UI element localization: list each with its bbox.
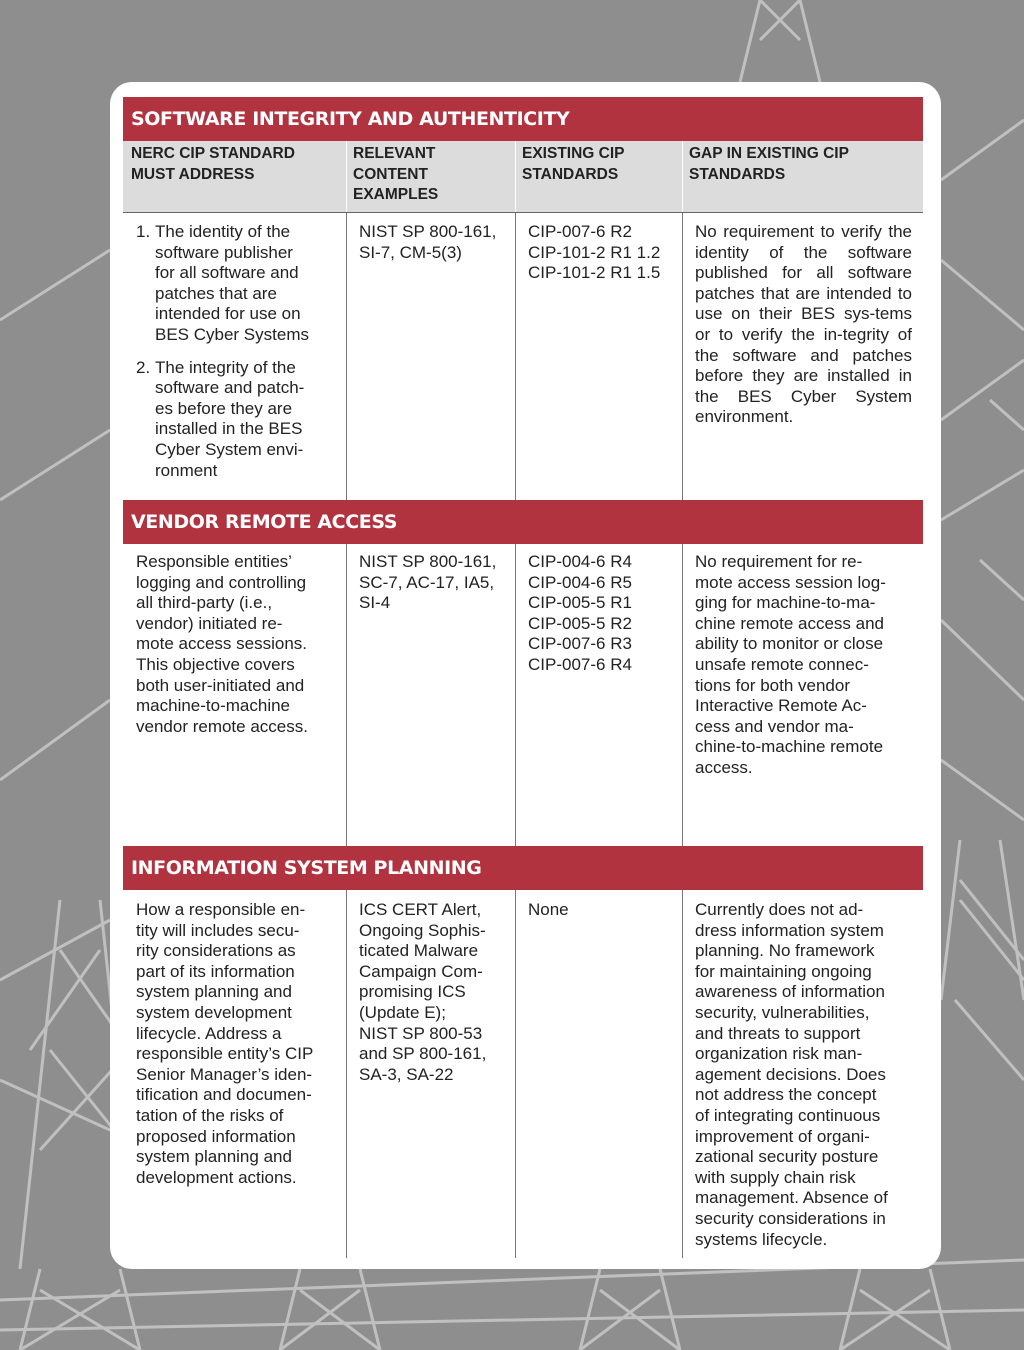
column-divider bbox=[682, 890, 683, 1258]
list-item: 1. The identity of the software publisher for all software and patches that are intended for use on BES Cyber Systems bbox=[136, 222, 309, 344]
software-integrity-content-examples: NIST SP 800-161, SI-7, CM-5(3) bbox=[359, 222, 497, 262]
column-divider bbox=[346, 212, 347, 500]
column-header-existing-cip: EXISTING CIP STANDARDS bbox=[522, 145, 625, 183]
column-header-gap: GAP IN EXISTING CIP STANDARDS bbox=[689, 145, 849, 183]
column-divider bbox=[346, 890, 347, 1258]
column-header-row bbox=[123, 141, 923, 213]
software-integrity-must-address bbox=[136, 222, 336, 493]
planning-content-examples: ICS CERT Alert, Ongoing Sophis- ticated Malware Campaign Com- promising ICS (Update E); NIST SP 800-53 and SP 800-161, SA-3, SA-22 bbox=[359, 900, 487, 1084]
software-integrity-existing-standards: CIP-007-6 R2 CIP-101-2 R1 1.2 CIP-101-2 R1 1.5 bbox=[528, 222, 661, 283]
planning-existing-standards: None bbox=[528, 900, 569, 919]
vendor-access-content-examples: NIST SP 800-161, SC-7, AC-17, IA5, SI-4 bbox=[359, 552, 497, 613]
list-item: 2. The integrity of the software and patch- es before they are installed in the BES Cyber System envi- ronment bbox=[136, 357, 305, 480]
column-header-nerc-cip: NERC CIP STANDARD MUST ADDRESS bbox=[131, 145, 295, 183]
header-divider bbox=[515, 141, 516, 212]
column-divider bbox=[515, 544, 516, 846]
column-divider bbox=[346, 544, 347, 846]
planning-gap: Currently does not ad- dress information system planning. No framework for maintaining ongoing awareness of information security, vulnerabilities, and threats to support organization risk man- agement decisions. Does not address the concept of integrating continuous improvement of organi- zational security posture with supply chain risk management. Absence of security considerations in systems lifecycle. bbox=[695, 900, 888, 1249]
section-title-information-system-planning: INFORMATION SYSTEM PLANNING bbox=[123, 846, 923, 890]
column-divider bbox=[515, 212, 516, 500]
planning-must-address: How a responsible en- tity will includes secu- rity considerations as part of its information system planning and system development lifecycle. Address a responsible entity’s CIP Senior Manager’s iden- tification and documen- tation of the risks of proposed information system planning and development actions. bbox=[136, 900, 314, 1187]
section-title-software-integrity: SOFTWARE INTEGRITY AND AUTHENTICITY bbox=[123, 97, 923, 141]
column-divider bbox=[515, 890, 516, 1258]
section-title-vendor-remote-access: VENDOR REMOTE ACCESS bbox=[123, 500, 923, 544]
column-divider bbox=[682, 212, 683, 500]
header-divider bbox=[682, 141, 683, 212]
column-header-content-examples: RELEVANT CONTENT EXAMPLES bbox=[353, 145, 439, 203]
vendor-access-must-address: Responsible entities’ logging and controlling all third-party (i.e., vendor) initiated re- mote access sessions. This objective covers both user-initiated and machine-to-machine vendor remote access. bbox=[136, 552, 308, 736]
vendor-access-existing-standards: CIP-004-6 R4 CIP-004-6 R5 CIP-005-5 R1 CIP-005-5 R2 CIP-007-6 R3 CIP-007-6 R4 bbox=[528, 552, 632, 674]
header-divider bbox=[346, 141, 347, 212]
software-integrity-gap: No requirement to verify the identity of the software published for all software patches that are intended to use on their BES sys-tems or to verify the in-tegrity of the software and patches before they are installed in the BES Cyber System environment. bbox=[695, 222, 912, 427]
vendor-access-gap: No requirement for re- mote access session log- ging for machine-to-ma- chine remote access and ability to monitor or close unsafe remote connec- tions for both vendor Interactive Remote Ac- cess and vendor ma- chine-to-machine remote access. bbox=[695, 552, 886, 777]
column-divider bbox=[682, 544, 683, 846]
